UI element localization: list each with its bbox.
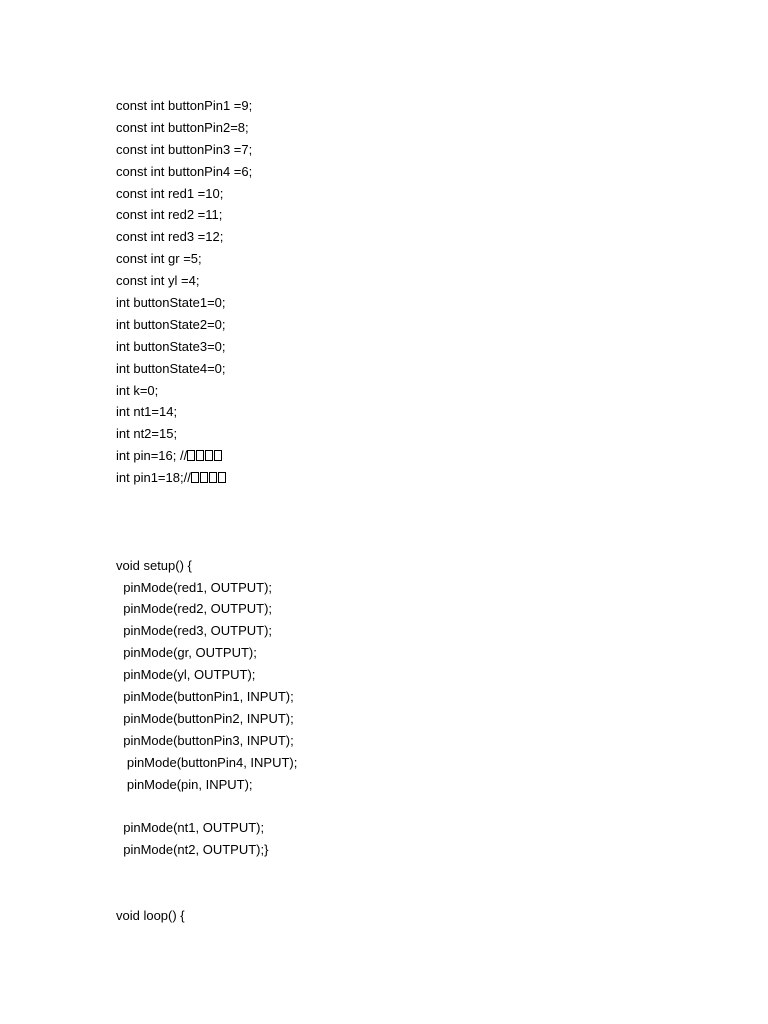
code-line-text: int buttonState3=0; (116, 338, 226, 354)
code-line-text: pinMode(red2, OUTPUT); (116, 601, 273, 617)
code-line (116, 226, 676, 248)
code-line-text: pinMode(nt1, OUTPUT); (116, 820, 265, 836)
code-line (116, 401, 676, 423)
code-line-text: pinMode(pin, INPUT); (116, 776, 253, 792)
code-line (116, 555, 676, 577)
code-line-text: const int buttonPin1 =9; (116, 98, 253, 113)
code-line-text: pinMode(red3, OUTPUT); (116, 623, 273, 639)
code-line (116, 664, 676, 686)
code-line-text: const int red3 =12; (116, 229, 224, 245)
code-line (116, 752, 676, 774)
code-line-text: const int buttonPin3 =7; (116, 141, 253, 157)
code-line-text: pinMode(buttonPin1, INPUT); (116, 689, 294, 705)
blank-line (116, 883, 676, 905)
code-line (116, 445, 676, 467)
code-line-text: int nt1=14; (116, 404, 178, 420)
code-line-text: pinMode(nt2, OUTPUT);} (116, 842, 269, 858)
blank-line (116, 489, 676, 511)
code-line-text: void setup() { (116, 557, 192, 573)
missing-glyph-box (218, 472, 226, 483)
code-line (116, 336, 676, 358)
code-line-text: const int red1 =10; (116, 185, 224, 201)
code-line (116, 423, 676, 445)
code-line-text: int pin=16; // (116, 448, 188, 464)
code-line (116, 774, 676, 796)
code-line-text: pinMode(buttonPin3, INPUT); (116, 732, 294, 748)
code-line (116, 95, 676, 117)
code-line-text: const int buttonPin4 =6; (116, 163, 253, 179)
blank-line (116, 533, 676, 555)
code-line-text: int pin1=18;// (116, 470, 191, 486)
code-line (116, 905, 676, 927)
code-line (116, 686, 676, 708)
missing-glyph-box (209, 472, 217, 483)
code-line-text: pinMode(buttonPin2, INPUT); (116, 710, 294, 726)
blank-line (116, 861, 676, 883)
code-line (116, 292, 676, 314)
missing-glyph-box (196, 450, 204, 461)
code-line (116, 467, 676, 489)
code-line-text: pinMode(buttonPin4, INPUT); (116, 754, 298, 770)
code-line-text: pinMode(red1, OUTPUT); (116, 579, 273, 595)
code-line-text: const int buttonPin2=8; (116, 119, 249, 135)
code-line (116, 577, 676, 599)
code-line-text: void loop() { (116, 907, 185, 923)
code-line (116, 839, 676, 861)
code-line-text: int nt2=15; (116, 426, 178, 442)
missing-glyph-box (191, 472, 199, 483)
code-line (116, 708, 676, 730)
code-line (116, 117, 676, 139)
code-line (116, 620, 676, 642)
code-line (116, 817, 676, 839)
code-line-text: int k=0; (116, 382, 159, 398)
code-line (116, 204, 676, 226)
code-line (116, 139, 676, 161)
code-line (116, 183, 676, 205)
code-line-text: int buttonState2=0; (116, 316, 226, 332)
code-line-text: const int gr =5; (116, 251, 202, 267)
code-line (116, 598, 676, 620)
blank-line (116, 796, 676, 818)
code-line (116, 248, 676, 270)
missing-glyph-box (205, 450, 213, 461)
code-line (116, 161, 676, 183)
code-line (116, 270, 676, 292)
code-line-text: int buttonState4=0; (116, 360, 226, 376)
code-line-text: pinMode(yl, OUTPUT); (116, 667, 256, 683)
code-line-text: const int red2 =11; (116, 207, 223, 223)
blank-line (116, 511, 676, 533)
missing-glyph-box (187, 450, 195, 461)
missing-glyph-box (214, 450, 222, 461)
code-line-text: pinMode(gr, OUTPUT); (116, 645, 257, 661)
code-line (116, 358, 676, 380)
code-line (116, 730, 676, 752)
code-line (116, 314, 676, 336)
missing-glyph-box (200, 472, 208, 483)
code-listing (116, 95, 676, 927)
code-line-text: const int yl =4; (116, 273, 200, 289)
code-line-text: int buttonState1=0; (116, 295, 226, 311)
code-line (116, 380, 676, 402)
code-line (116, 642, 676, 664)
